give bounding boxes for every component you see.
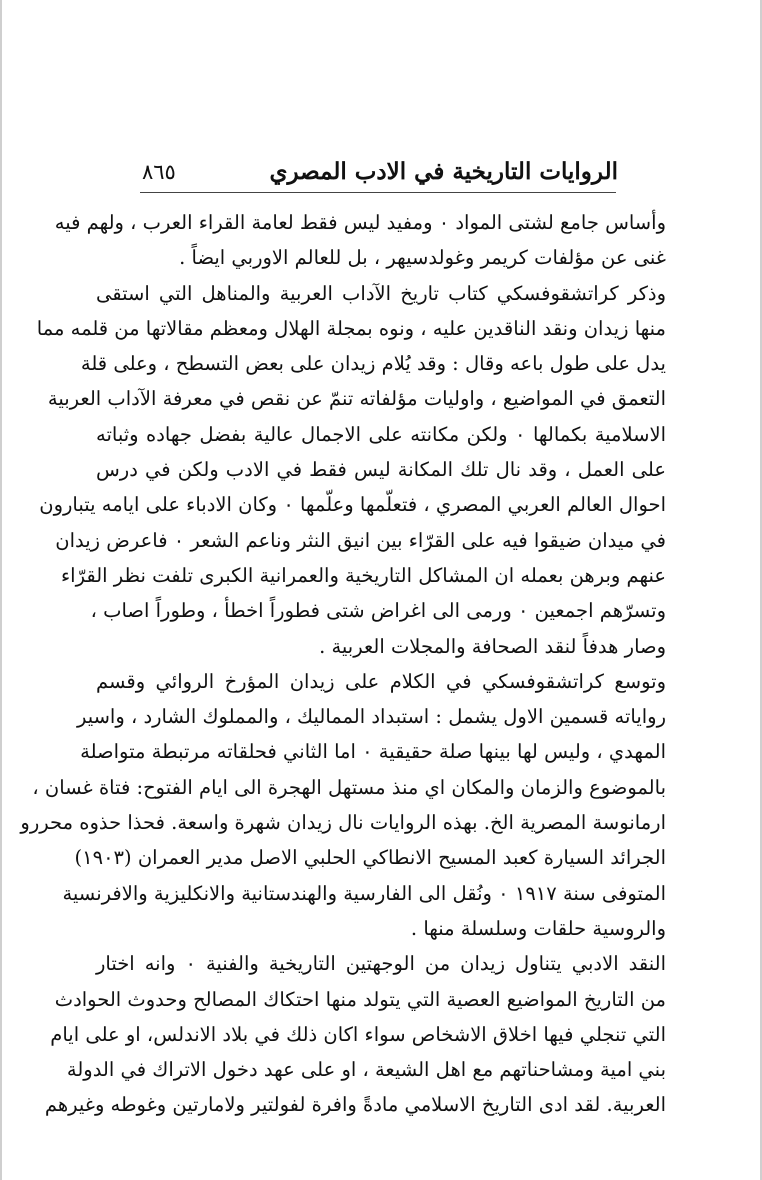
page-number: ٨٦٥ <box>142 160 176 184</box>
text-line: ارمانوسة المصرية الخ. بهذه الروايات نال زيدان شهرة واسعة. فحذا حذوه محررو <box>20 811 666 835</box>
text-line: في ميدان ضيقوا فيه على القرّاء بين انيق النثر وناعم الشعر ٠ فاعرض زيدان <box>55 528 666 552</box>
text-line: الاسلامية بكمالها ٠ ولكن مكانته على الاجمال عالية بفضل جهاده وثباته <box>96 422 667 446</box>
text-line: على العمل ، وقد نال تلك المكانة ليس فقط في الادب ولكن في درس <box>96 458 666 482</box>
text-line: احوال العالم العربي المصري ، فتعلّمها وعلّمها ٠ وكان الادباء على ايامه يتبارون <box>39 493 666 517</box>
text-line: الجرائد السيارة كعبد المسيح الانطاكي الحلبي الاصل مدير العمران (١٩٠٣) <box>74 846 666 870</box>
text-line: يدل على طول باعه وقال : وقد يُلام زيدان على بعض التسطح ، وعلى قلة <box>80 352 666 376</box>
text-line: وتسرّهم اجمعين ٠ ورمى الى اغراض شتى فطوراً اخطأ ، وطوراً اصاب ، <box>90 599 666 623</box>
text-line: رواياته قسمين الاول يشمل : استبداد المماليك ، والمملوك الشارد ، واسير <box>76 705 666 729</box>
text-line: وصار هدفاً لنقد الصحافة والمجلات العربية . <box>319 634 666 658</box>
text-line: منها زيدان ونقد الناقدين عليه ، ونوه بمجلة الهلال ومعظم مقالاتها من قلمه مما <box>36 316 666 340</box>
header-rule <box>140 192 616 193</box>
running-title: الروايات التاريخية في الادب المصري <box>269 158 618 185</box>
text-line: عنهم وبرهن بعمله ان المشاكل التاريخية والعمرانية الكبرى تلفت نظر القرّاء <box>60 563 666 587</box>
text-line: من التاريخ المواضيع العصية التي يتولد منها احتكاك المصالح وحدوث الحوادث <box>54 987 666 1011</box>
page-header <box>120 158 640 194</box>
body-text <box>20 205 667 1123</box>
text-line: بني امية ومشاحناتهم مع اهل الشيعة ، او على عهد دخول الاتراك في الدولة <box>66 1058 666 1082</box>
text-line: التي تنجلي فيها اخلاق الاشخاص سواء اكان ذلك في بلاد الاندلس، او على ايام <box>50 1022 666 1046</box>
text-line: المتوفى سنة ١٩١٧ ٠ ونُقل الى الفارسية والهندستانية والانكليزية والافرنسية <box>62 881 666 905</box>
text-line: وتوسع كراتشقوفسكي في الكلام على زيدان المؤرخ الروائي وقسم <box>96 669 666 693</box>
text-line: النقد الادبي يتناول زيدان من الوجهتين التاريخية والفنية ٠ وانه اختار <box>96 952 666 976</box>
text-line: العربية. لقد ادى التاريخ الاسلامي مادةً وافرة لفولتير ولامارتين وغوطه وغيرهم <box>44 1093 666 1117</box>
page-edge-left <box>0 0 2 1180</box>
text-line: غنى عن مؤلفات كريمر وغولدسيهر ، بل للعالم الاوربي ايضاً . <box>179 246 666 270</box>
text-line: وأساس جامع لشتى المواد ٠ ومفيد ليس فقط لعامة القراء العرب ، ولهم فيه <box>54 211 666 234</box>
text-line: المهدي ، وليس لها بينها صلة حقيقية ٠ اما الثاني فحلقاته مرتبطة متواصلة <box>80 740 666 764</box>
text-line: والروسية حلقات وسلسلة منها . <box>410 916 666 940</box>
text-line: وذكر كراتشقوفسكي كتاب تاريخ الآداب العربية والمناهل التي استقى <box>96 281 666 305</box>
text-line: بالموضوع والزمان والمكان اي منذ مستهل الهجرة الى ايام الفتوح: فتاة غسان ، <box>32 775 666 799</box>
text-line: التعمق في المواضيع ، واوليات مؤلفاته تنمّ عن نقص في معرفة الآداب العربية <box>47 387 666 411</box>
